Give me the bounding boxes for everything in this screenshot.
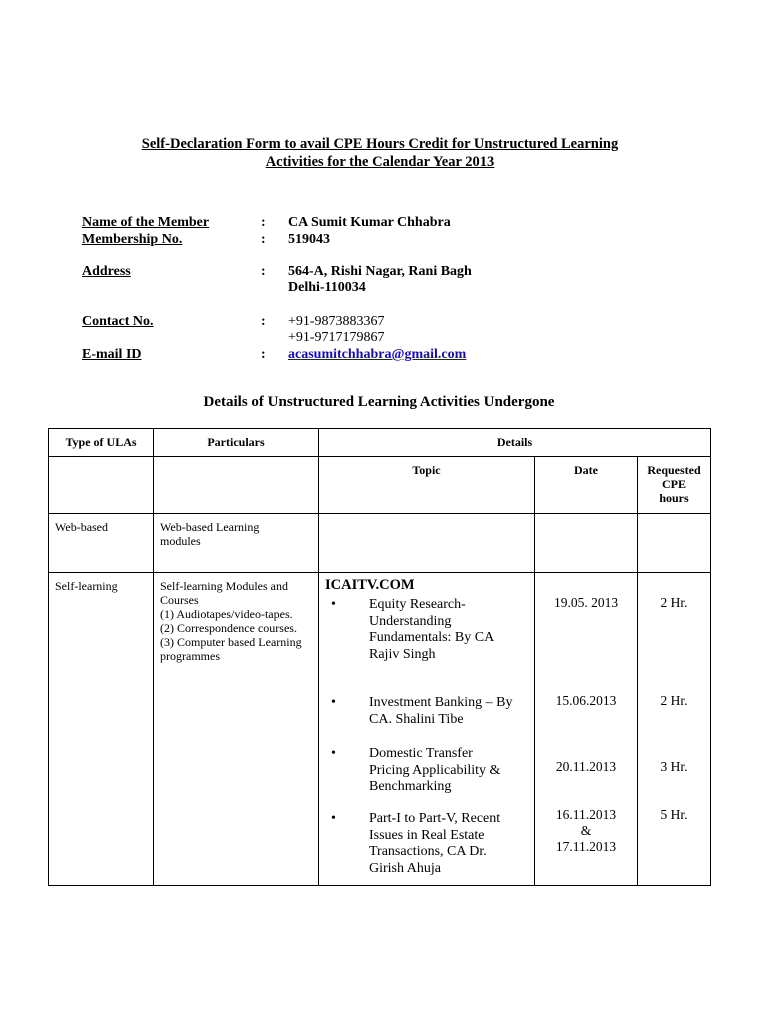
header-type: Type of ULAs [49,429,154,457]
hours-entry-3: 3 Hr. [660,759,688,774]
member-name-colon: : [261,215,266,230]
bullet-icon: • [331,597,336,612]
self-learning-type: Self-learning [49,573,154,886]
web-based-hours [638,514,711,573]
address-colon: : [261,264,266,279]
site-name: ICAITV.COM [325,577,415,593]
hours-entry-2: 2 Hr. [660,693,688,708]
member-name-value: CA Sumit Kumar Chhabra [288,215,451,230]
table-header-row [49,429,711,457]
address-line-2: Delhi-110034 [288,280,366,295]
self-learning-topics: ICAITV.COM • Equity Research- Understanding Fundamentals: By CA Rajiv Singh • Investment Banking – By CA. Shalini Tibe • Domestic Transfer Pricing Applicability & Benchmarking • Part-I to Part-V, Recent Issues in Real Estate Transactions, CA Dr. Girish Ahuja [319,573,535,886]
header-details: Details [319,429,711,457]
header-date: Date [535,457,638,514]
ula-table [48,428,711,886]
web-based-topic [319,514,535,573]
contact-colon: : [261,314,266,329]
address-line-1: 564-A, Rishi Nagar, Rani Bagh [288,264,472,279]
web-based-date [535,514,638,573]
email-link[interactable]: acasumitchhabra@gmail.com [288,347,467,362]
header-requested-hours: Requested CPE hours [638,457,711,514]
contact-line-2: +91-9717179867 [288,330,385,345]
email-colon: : [261,347,266,362]
subheader-empty-particulars [154,457,319,514]
table-row-self-learning [49,573,711,886]
web-based-type: Web-based [49,514,154,573]
form-title-line-2: Activities for the Calendar Year 2013 [265,154,495,170]
date-entry-3: 20.11.2013 [555,759,617,774]
header-topic: Topic [319,457,535,514]
self-learning-hours [638,573,711,886]
hours-entry-1: 2 Hr. [660,595,688,610]
table-subheader-row [49,457,711,514]
self-learning-dates [535,573,638,886]
bullet-icon: • [331,746,336,761]
membership-no-value: 519043 [288,232,330,247]
date-entry-2: 15.06.2013 [555,693,617,708]
bullet-icon: • [331,695,336,710]
hours-entry-4: 5 Hr. [660,807,688,822]
form-title-line-1: Self-Declaration Form to avail CPE Hours Credit for Unstructured Learning [141,136,619,152]
web-based-particulars: Web-based Learning modules [154,514,319,573]
subheader-empty-type [49,457,154,514]
contact-line-1: +91-9873883367 [288,314,385,329]
self-learning-particulars: Self-learning Modules and Courses (1) Audiotapes/video-tapes. (2) Correspondence courses. (3) Computer based Learning programmes [154,573,319,886]
email-label: E-mail ID [82,347,142,362]
member-name-label: Name of the Member [82,215,210,230]
bullet-icon: • [331,811,336,826]
section-heading: Details of Unstructured Learning Activities Undergone [203,394,555,410]
contact-label: Contact No. [82,314,154,329]
header-particulars: Particulars [154,429,319,457]
date-entry-4: 16.11.2013 & 17.11.2013 [555,807,617,854]
membership-no-colon: : [261,232,266,247]
address-label: Address [82,264,131,279]
table-row-web-based [49,514,711,573]
date-entry-1: 19.05. 2013 [553,595,619,610]
membership-no-label: Membership No. [82,232,183,247]
